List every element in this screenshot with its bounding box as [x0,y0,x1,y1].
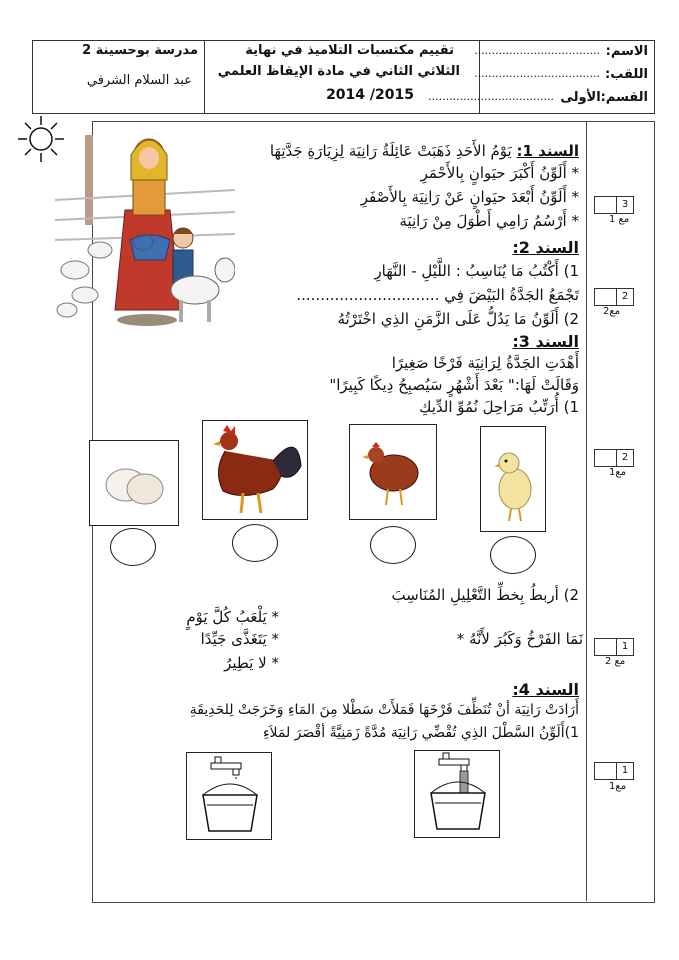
sanad2-q2: 2) أَلَوِّنُ مَا يَدُلُّ عَلَى الزَّمَنِ الذِي اخْتَرْتُهُ [337,310,579,328]
score-box[interactable]: 2 [594,449,634,467]
school-name: مدرسة بوحسينة 2 [82,43,198,58]
sanad3-q2: 2) أربطُ بِخطِّ التَّعْلِيلِ المُنَاسِبَ [391,586,579,604]
score-label: مع 2 [605,656,626,667]
sanad4-line1: أَرَادَتْ رَانِيَة أنْ تُنَظِّفَ فَرْخَهَا فَمَلأَتْ سَطْلا مِنَ المَاءِ وَخَرَجَتْ لِلحَدِيقَةِ [189,702,579,718]
farm-illustration [55,130,235,335]
exam-title-line2: الثلاثي الثاني في مادة الإيقاظ العلمي [217,64,460,79]
sanad3-line2: وَقَالَتْ لَهَا:" بَعْدَ أَشْهُرٍ سَيُصبِحُ دِيكًا كَبِيرًا" [329,376,579,394]
score-label: مع 1 [609,214,630,225]
chick-icon [481,427,545,531]
surname-field[interactable]: .................................... [474,67,600,80]
eggs-icon [90,441,178,525]
sanad1-title: السند 1: [516,142,579,160]
eggs-picture [89,440,179,526]
bucket-picture-left[interactable] [186,752,272,840]
sanad4-title: السند 4: [512,680,579,699]
sanad3-title: السند 3: [512,332,579,351]
score-column-divider [586,121,587,901]
order-answer-circle[interactable] [232,524,278,562]
rooster-picture [202,420,308,520]
sanad2-q1: 1) أَكْتُبُ مَا يُنَاسِبُ : اللَّيْلِ - النَّهَارِ [374,262,579,280]
bucket-tap-icon [415,751,499,837]
score-label: مع1 [609,781,627,792]
order-answer-circle[interactable] [490,536,536,574]
hen-picture [349,424,437,520]
sanad3-line1: أَهْدَتِ الجَدَّةُ لِرَانِيَة فَرْخًا صَغِيرًا [391,354,579,372]
sanad1-item: * أَلَوِّنُ أَكْبَرَ حيَوانٍ بِالأَحْمَرِ [420,164,579,182]
exam-title-line1: تقييم مكتسبات التلاميذ في نهاية [245,43,454,58]
matching-option[interactable]: * يَتَغَذَّى جَيِّدًا [200,630,279,648]
hen-icon [350,425,436,519]
matching-stem[interactable]: نَمَا الفَرْخُ وَكَبُرَ لأَنَّهُ * [456,630,583,648]
chick-picture [480,426,546,532]
name-field[interactable]: .................................... [474,44,600,57]
sanad3-q1: 1) أُرَتِّبُ مَرَاحِلَ نُمُوِّ الدِّيكِ [419,398,579,416]
rooster-icon [203,421,307,519]
sanad2-fill-line[interactable]: تَجْمَعُ الجَدَّةُ البَيْضَ فِي .............................. [296,286,579,304]
order-answer-circle[interactable] [370,526,416,564]
sanad1-item: * أَلَوِّنُ أَبْعَدَ حيَوانٍ عَنْ رَانِيَة بِالأَصْفَرِ [360,188,579,206]
score-box[interactable]: 1 [594,762,634,780]
class-label: القسم:الأولى [560,90,648,105]
sanad1-paragraph [270,142,579,160]
sanad2-title: السند 2: [512,238,579,257]
score-box[interactable]: 2 [594,288,634,306]
header-box [32,40,655,114]
name-label: الاسم: [605,44,648,59]
sanad1-text: يَوْمُ الأَحَدِ ذَهَبَتْ عَائِلَةُ رَانِيَة لِزِيَارَةِ جَدَّتِهَا [269,142,517,160]
class-field[interactable]: .................................... [428,90,554,103]
matching-option[interactable]: * لا يَطِيرُ [224,654,279,672]
surname-label: اللقب: [605,67,648,82]
score-box[interactable]: 1 [594,638,634,656]
sanad4-q1: 1)أَلَوِّنُ السَّطْلَ الذِي تُقْضِّي رَانِيَة مُدَّةً زَمَنِيَّةً أقْصَرَ لمَلاَءِ [262,725,579,741]
score-label: مع2 [603,306,621,317]
score-label: مع1 [609,467,627,478]
header-divider [204,41,205,113]
school-year: 2015/ 2014 [326,87,414,103]
sanad1-item: * أَرْسُمُ رَامِي أَطْوَلَ مِنْ رَانِيَة [399,212,579,230]
matching-option[interactable]: * يَلْعَبُ كُلَّ يَوْمٍ [186,608,279,626]
bucket-tap-icon [187,753,271,839]
bucket-picture-right[interactable] [414,750,500,838]
score-box[interactable]: 3 [594,196,634,214]
teacher-name: عبد السلام الشرفي [86,73,192,88]
order-answer-circle[interactable] [110,528,156,566]
